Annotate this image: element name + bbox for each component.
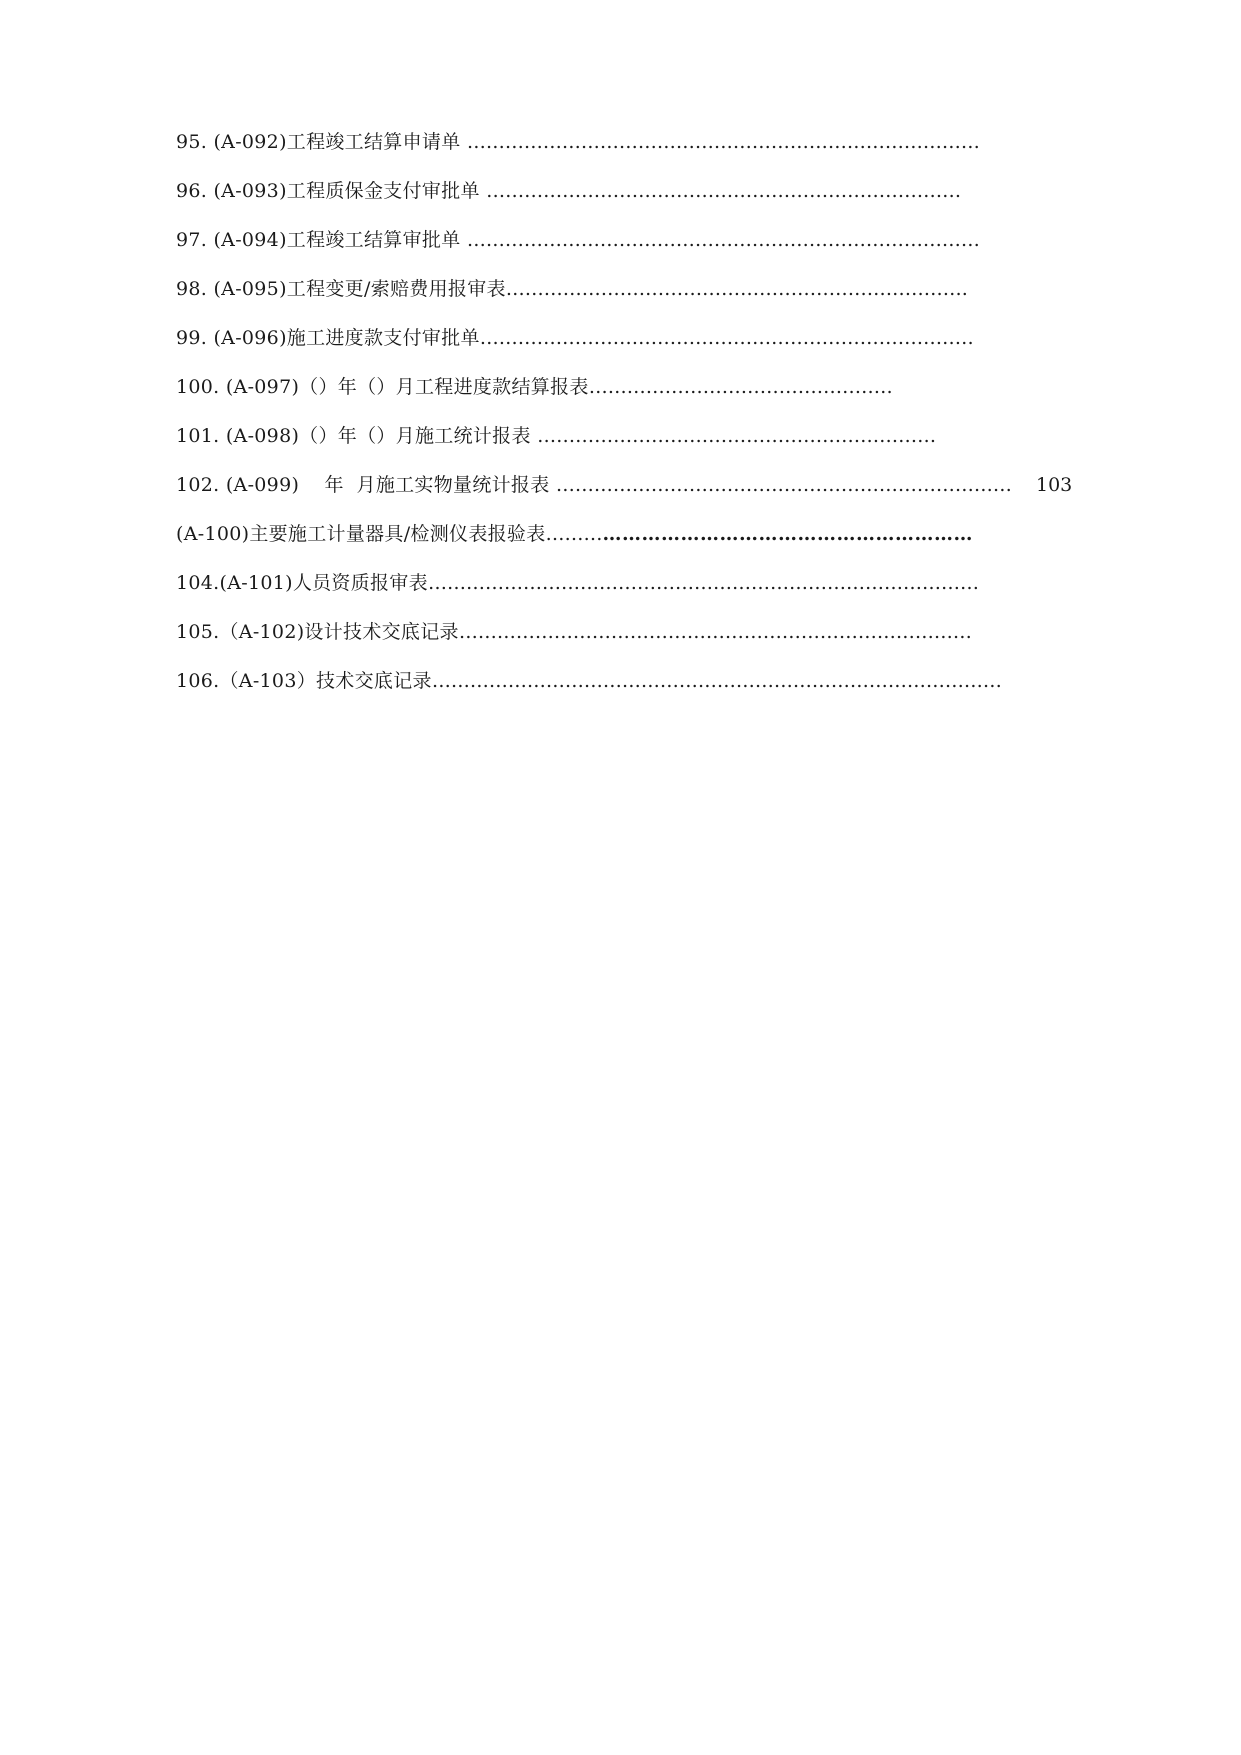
- toc-entry-102: [176, 467, 1186, 516]
- toc-leader-dots: ……………………………………………………………………………: [427, 572, 979, 594]
- toc-entry-98: [176, 271, 1186, 320]
- toc-entry-title: 104.(A-101)人员资质报审表: [176, 572, 428, 594]
- toc-entry-title: 95. (A-092)工程竣工结算申请单: [176, 131, 467, 153]
- toc-entry-99: [176, 320, 1186, 369]
- toc-leader-dots: ………………………………………………………………………: [466, 229, 980, 251]
- toc-leader-dots: ……………………………………………………………………: [479, 327, 974, 349]
- toc-entry-95: [176, 124, 1186, 173]
- toc-leader-dots: ………: [545, 523, 603, 545]
- toc-entry-105: [176, 614, 1186, 663]
- toc-entry-title: 105.（A-102)设计技术交底记录: [176, 621, 459, 643]
- toc-entry-title: 96. (A-093)工程质保金支付审批单: [176, 180, 487, 202]
- toc-entry-104: [176, 565, 1186, 614]
- toc-entry-title: (A-100)主要施工计量器具/检测仪表报验表: [176, 523, 546, 545]
- toc-entry-title: 99. (A-096)施工进度款支付审批单: [176, 327, 480, 349]
- toc-entry-96: [176, 173, 1186, 222]
- toc-leader-dots: …………………………………………………………………: [486, 180, 962, 202]
- toc-leader-dots-bold: …………………………………………………: [602, 523, 974, 545]
- toc-trailing-number: 103: [1017, 474, 1073, 496]
- toc-entry-title: 102. (A-099) 年 月施工实物量统计报表: [176, 474, 556, 496]
- toc-entry-title: 100. (A-097)（）年（）月工程进度款结算报表: [176, 376, 589, 398]
- toc-leader-dots: ………………………………………………………………………………: [431, 670, 1002, 692]
- toc-entry-101: [176, 418, 1186, 467]
- toc-leader-dots: ………………………………………………………………………: [466, 131, 980, 153]
- toc-entry-100: [176, 369, 1186, 418]
- toc-entry-title: 106.（A-103）技术交底记录: [176, 670, 432, 692]
- toc-entry-103: [176, 516, 1186, 565]
- toc-leader-dots: …………………………………………: [588, 376, 893, 398]
- table-of-contents: [176, 124, 1186, 712]
- toc-leader-dots: ………………………………………………………………………: [458, 621, 972, 643]
- toc-entry-title: 101. (A-098)（）年（）月施工统计报表: [176, 425, 538, 447]
- toc-entry-title: 98. (A-095)工程变更/索赔费用报审表: [176, 278, 506, 300]
- toc-leader-dots: ………………………………………………………………: [555, 474, 1012, 496]
- toc-leader-dots: ……………………………………………………………….: [505, 278, 968, 300]
- toc-entry-106: [176, 663, 1186, 712]
- toc-entry-97: [176, 222, 1186, 271]
- toc-entry-title: 97. (A-094)工程竣工结算审批单: [176, 229, 467, 251]
- toc-leader-dots: ………………………………………………………: [537, 425, 937, 447]
